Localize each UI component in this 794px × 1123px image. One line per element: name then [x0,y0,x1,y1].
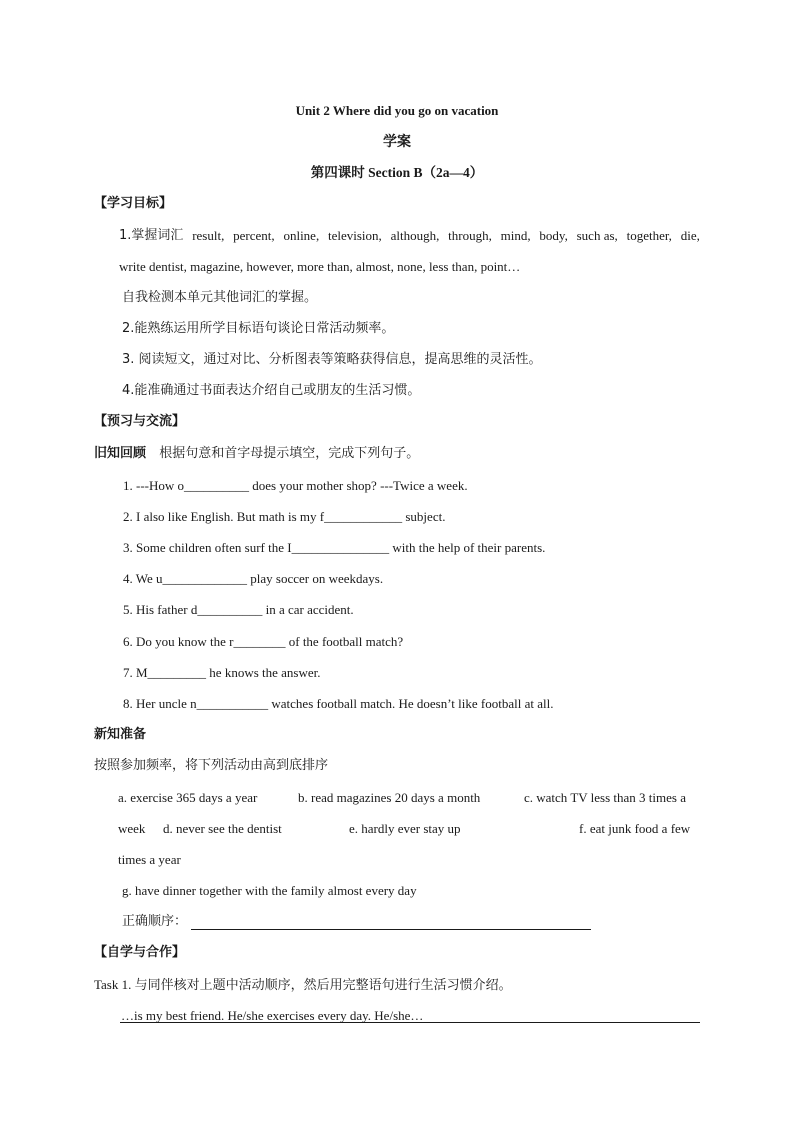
activity-option: a. exercise 365 days a year [118,790,258,805]
activity-option: d. never see the dentist [163,821,282,836]
task1-instruction: Task 1. 与同伴核对上题中活动顺序，然后用完整语句进行生活习惯介绍。 [94,977,512,992]
exercise-sentence: 8. Her uncle n___________ watches football match. He doesn’t like football at all. [123,696,554,711]
goal-self-check: 自我检测本单元其他词汇的掌握。 [122,290,318,305]
vocab-word: 1.掌握词汇 [119,228,184,243]
vocab-word: result, [192,228,225,243]
vocab-word: mind, [500,228,531,243]
review-line [94,445,419,462]
exercise-sentence: 1. ---How o__________ does your mother shop? ---Twice a week. [123,478,468,493]
vocab-word: although, [390,228,440,243]
vocab-line-2: write dentist, magazine, however, more than, almost, none, less than, point… [119,259,521,274]
goal-item-2: 2.能熟练运用所学目标语句谈论日常活动频率。 [122,321,395,336]
vocab-word: together, [626,228,672,243]
new-prep-label: 新知准备 [94,727,147,742]
activity-option: f. eat junk food a few [579,821,691,836]
review-instruction: 根据句意和首字母提示填空，完成下列句子。 [159,446,420,461]
document-subtitle: 学案 [383,134,411,150]
goal-item-3: 3. 阅读短文，通过对比、分析图表等策略获得信息，提高思维的灵活性。 [122,352,542,367]
activity-option-cont: times a year [118,852,181,867]
lesson-title: 第四课时 Section B（2a—4） [310,165,484,180]
vocab-word: television, [328,228,382,243]
section-heading-goals: 【学习目标】 [94,196,173,211]
vocab-word: percent, [233,228,275,243]
exercise-sentence: 7. M_________ he knows the answer. [123,665,321,680]
exercise-sentence: 6. Do you know the r________ of the football match? [123,634,404,649]
document-title: Unit 2 Where did you go on vacation [295,103,499,118]
activity-option: g. have dinner together with the family almost every day [122,883,417,898]
vocab-word: online, [283,228,320,243]
activity-option-cont: week [118,821,146,836]
vocab-word: such as, [576,228,618,243]
activity-option: b. read magazines 20 days a month [298,790,481,805]
activity-option: e. hardly ever stay up [349,821,461,836]
section-heading-self-study: 【自学与合作】 [94,945,186,960]
vocab-word: through, [448,228,492,243]
review-label: 旧知回顾 [94,446,147,461]
order-label: 正确顺序： [122,914,188,929]
activity-option: c. watch TV less than 3 times a [524,790,686,805]
exercise-sentence: 2. I also like English. But math is my f____________ subject. [123,509,446,524]
section-heading-preview: 【预习与交流】 [94,414,186,429]
task1-example: …is my best friend. He/she exercises every day. He/she… [121,1008,424,1023]
new-prep-instruction: 按照参加频率，将下列活动由高到底排序 [94,758,329,773]
goal-item-4: 4.能准确通过书面表达介绍自己或朋友的生活习惯。 [122,383,421,398]
vocab-line-1 [119,228,700,244]
task1-answer-line[interactable] [120,1022,700,1023]
order-answer-line[interactable] [191,929,591,930]
vocab-word: die, [680,228,700,243]
exercise-sentence: 3. Some children often surf the I_______________ with the help of their parents. [123,540,546,555]
vocab-word: body, [539,228,568,243]
exercise-sentence: 5. His father d__________ in a car accident. [123,602,354,617]
exercise-sentence: 4. We u_____________ play soccer on weekdays. [123,571,384,586]
